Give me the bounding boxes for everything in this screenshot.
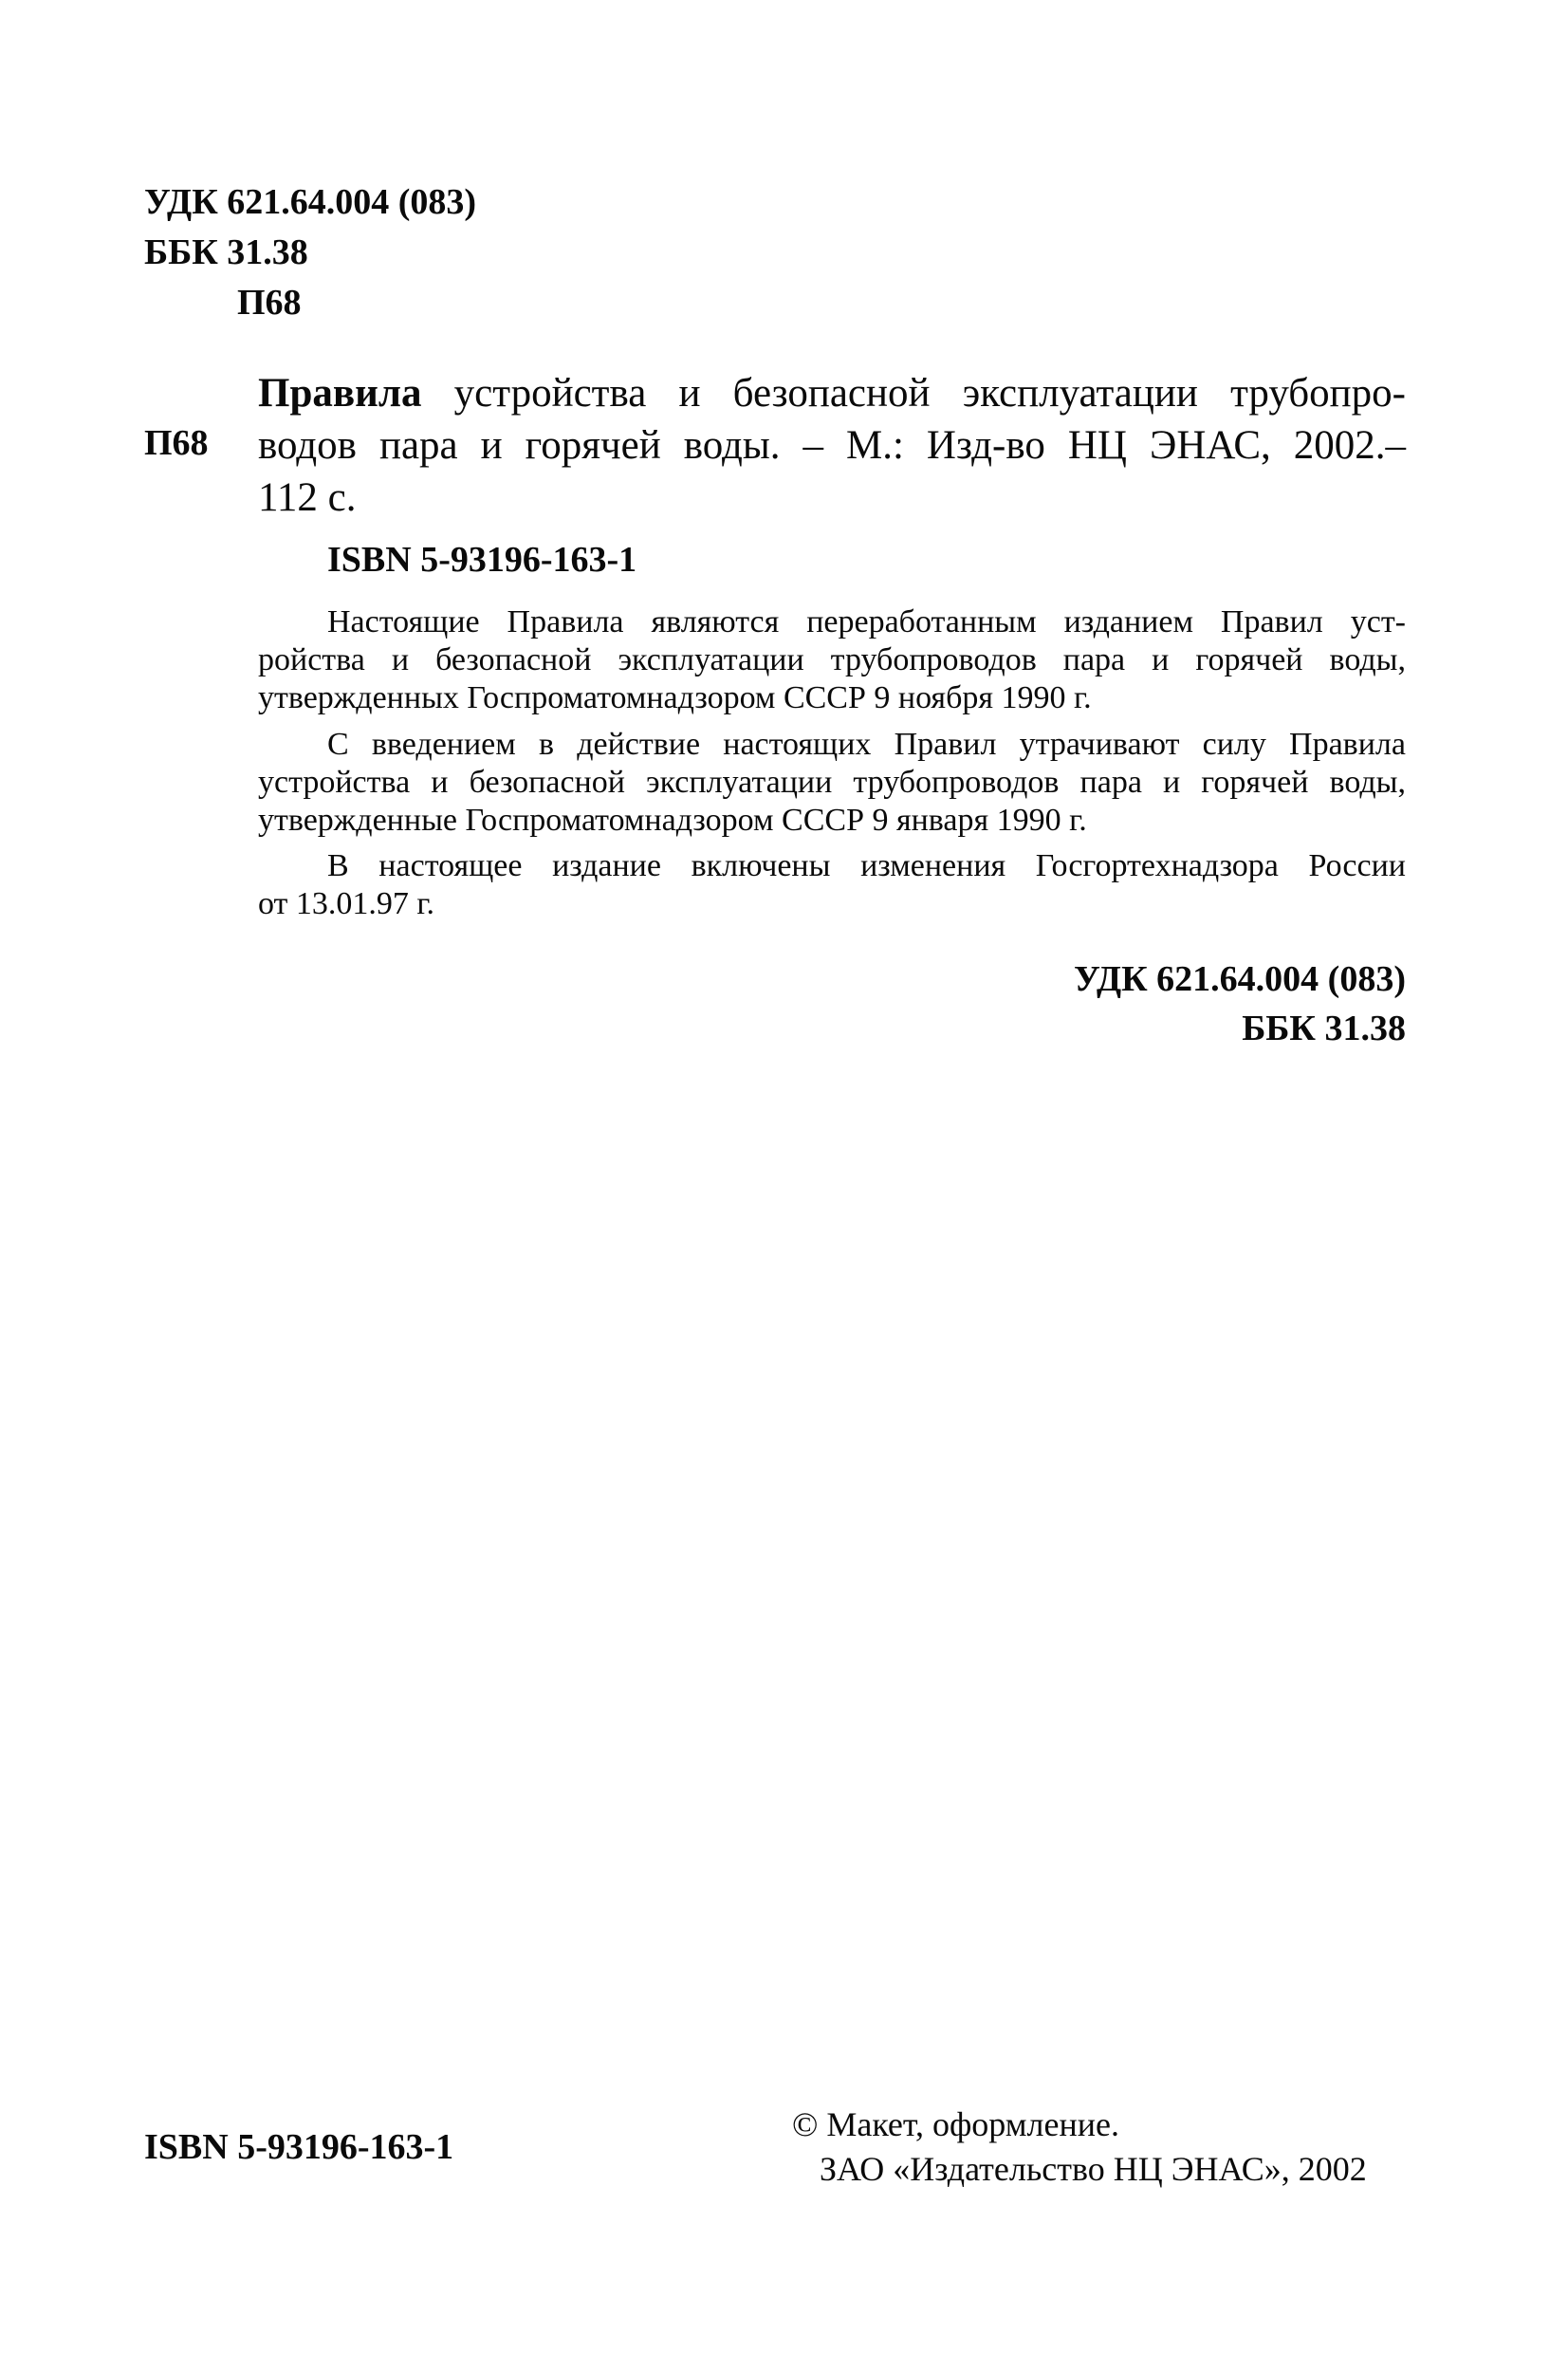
udk-code-bottom: УДК 621.64.004 (083) — [1073, 959, 1406, 999]
annotation-p1-line-3: утвержденных Госпроматомнадзором СССР 9 ноября 1990 г. — [258, 680, 1092, 715]
annotation-p1-line-2: ройства и безопасной эксплуатации трубопроводов пара и горячей воды, — [258, 642, 1406, 677]
author-sign-margin: П68 — [144, 423, 209, 463]
copyright-line-2: ЗАО «Издательство НЦ ЭНАС», 2002 — [820, 2150, 1367, 2188]
annotation-p2-line-3: утвержденные Госпроматомнадзором СССР 9 января 1990 г. — [258, 803, 1087, 838]
bbk-code-bottom: ББК 31.38 — [1242, 1009, 1406, 1048]
isbn-footer: ISBN 5-93196-163-1 — [144, 2127, 454, 2167]
isbn-entry: ISBN 5-93196-163-1 — [327, 540, 637, 580]
bibliographic-entry-line-2: водов пара и горячей воды. – М.: Изд-во НЦ ЭНАС, 2002.– — [258, 423, 1406, 468]
entry-title-word: Правила — [258, 371, 422, 416]
annotation-p3-line-2: от 13.01.97 г. — [258, 886, 435, 921]
entry-line-1-text: устройства и безопасной эксплуатации трубопро- — [421, 371, 1406, 416]
bbk-code-top: ББК 31.38 — [144, 232, 308, 272]
author-sign-top: П68 — [237, 283, 302, 323]
annotation-p2-line-2: устройства и безопасной эксплуатации трубопроводов пара и горячей воды, — [258, 765, 1406, 800]
udk-code-top: УДК 621.64.004 (083) — [144, 182, 477, 222]
annotation-p2-line-1: С введением в действие настоящих Правил утрачивают силу Правила — [327, 727, 1406, 762]
copyright-line-1: © Макет, оформление. — [792, 2105, 1119, 2143]
bibliographic-entry-line-3: 112 с. — [258, 475, 357, 520]
bibliographic-entry-line-1 — [258, 370, 1406, 417]
annotation-p1-line-1: Настоящие Правила являются переработанным изданием Правил уст- — [327, 604, 1406, 639]
annotation-p3-line-1: В настоящее издание включены изменения Госгортехнадзора России — [327, 848, 1406, 883]
